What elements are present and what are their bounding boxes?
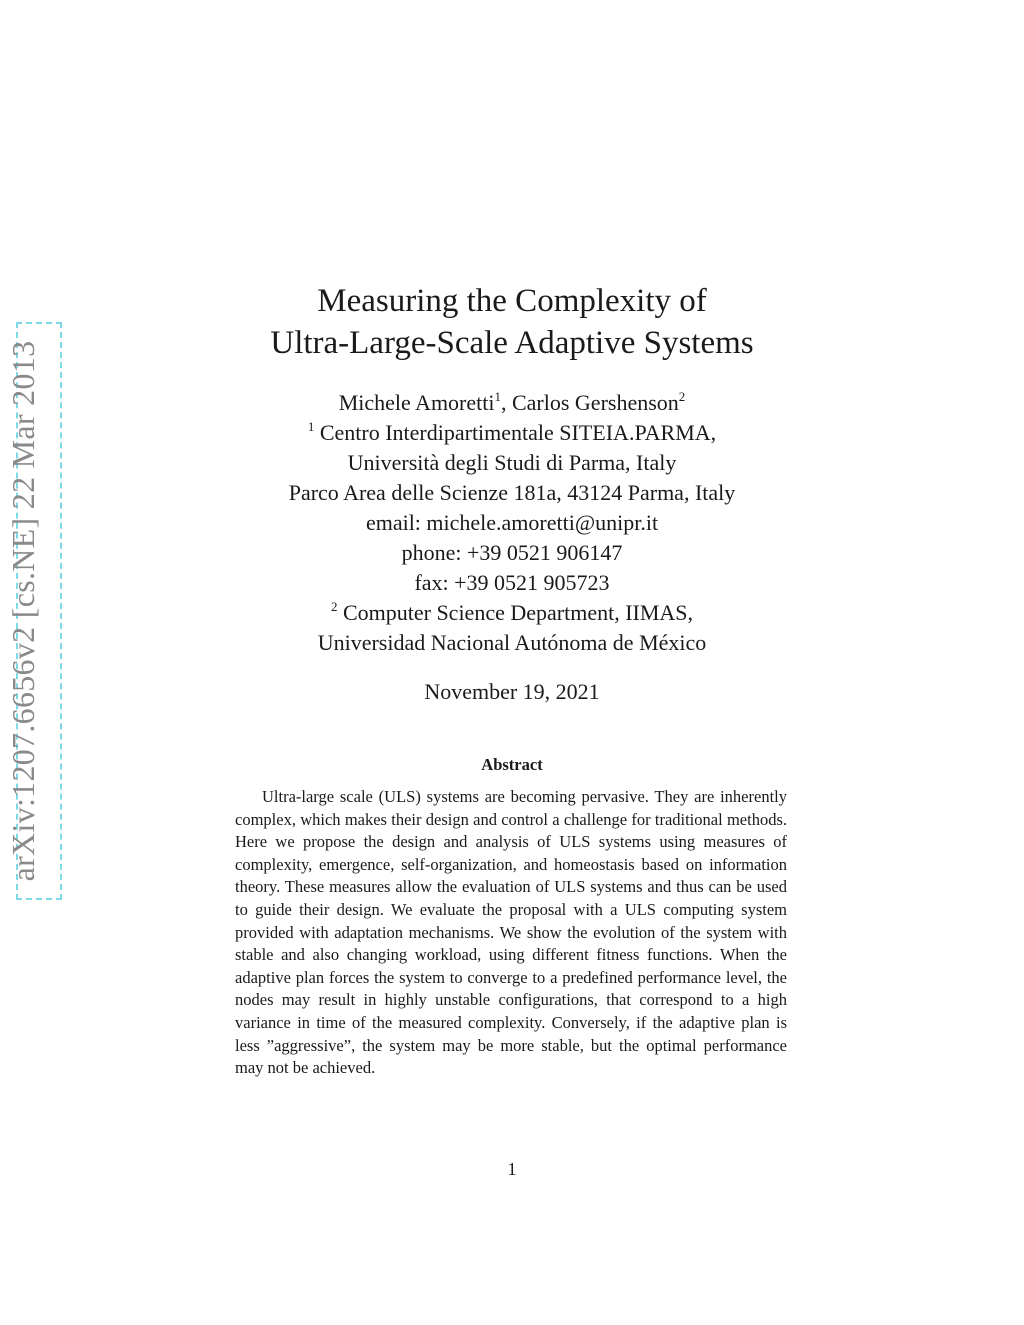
page-number: 1 (507, 1159, 517, 1179)
affiliation-2-text: Computer Science Department, IIMAS, (337, 600, 694, 625)
arxiv-identifier: arXiv:1207.6656v2 [cs.NE] 22 Mar 2013 (5, 340, 41, 882)
author-affiliation-mark: 2 (678, 389, 686, 404)
abstract-text: Ultra-large scale (ULS) systems are becoming pervasive. They are inherently complex, which makes their design and control a challenge for traditional methods. Here we propose the design and analysis of ULS systems using measures of complexity, emergence, self-organization, and homeostasis based on information theory. These measures allow the evaluation of ULS systems and thus can be used to guide their design. We evaluate the proposal with a ULS computing system provided with adaptation mechanisms. We show the evolution of the system with stable and also changing workload, using different fitness functions. When the adaptive plan forces the system to converge to a predefined performance level, the nodes may result in highly unstable configurations, that correspond to a high variance in time of the measured complexity. Conversely, if the adaptive plan is less ”aggressive”, the system may be more stable, but the optimal performance may not be achieved. (235, 787, 787, 1078)
affiliation-2-line-1 (160, 598, 864, 628)
title-line-2: Ultra-Large-Scale Adaptive Systems (270, 325, 754, 361)
affiliation-1-line-3: Parco Area delle Scienze 181a, 43124 Parma, Italy (288, 480, 736, 505)
author-affiliation-mark: 1 (494, 389, 501, 404)
abstract-heading: Abstract (481, 755, 543, 774)
author-name: Carlos Gershenson (511, 390, 679, 415)
affiliation-1-line-2: Università degli Studi di Parma, Italy (347, 450, 677, 475)
paper-date: November 19, 2021 (424, 679, 600, 704)
author-block (160, 388, 864, 658)
contact-email: email: michele.amoretti@unipr.it (365, 510, 659, 535)
affiliation-2-line-2: Universidad Nacional Autónoma de México (317, 630, 707, 655)
author-separator: , (500, 390, 512, 415)
affiliation-mark: 1 (307, 419, 315, 434)
title-line-1: Measuring the Complexity of (317, 283, 707, 319)
affiliation-1-line-1 (160, 418, 864, 448)
author-name: Michele Amoretti (338, 390, 495, 415)
contact-phone: phone: +39 0521 906147 (401, 540, 623, 565)
contact-fax: fax: +39 0521 905723 (414, 570, 610, 595)
author-line (160, 388, 864, 418)
affiliation-1-text: Centro Interdipartimentale SITEIA.PARMA, (314, 420, 717, 445)
paper-title (160, 280, 864, 364)
affiliation-mark: 2 (330, 599, 338, 614)
